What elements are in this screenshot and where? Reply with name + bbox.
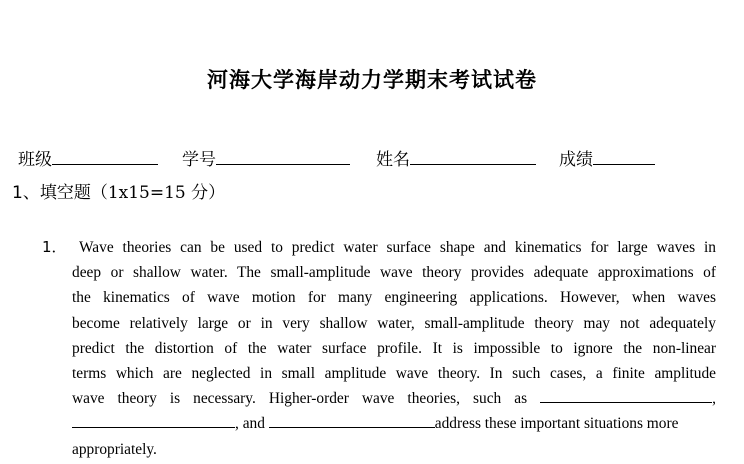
exam-title: 河海大学海岸动力学期末考试试卷: [207, 68, 537, 92]
question-line: deep or shallow water. The small-amplitude wave theory provides adequate approximations of: [72, 264, 716, 282]
name-blank[interactable]: [410, 146, 536, 165]
student-id-field: [182, 146, 350, 173]
class-blank[interactable]: [52, 146, 158, 165]
question-line: become relatively large or in very shallow water, small-amplitude theory may not adequately: [72, 314, 716, 332]
question-text: [72, 235, 716, 462]
section-title: 填空题（1x15=15 分）: [39, 183, 226, 203]
question-line-8-tail: address these important situations more: [434, 415, 679, 433]
score-label: 成绩: [559, 150, 593, 170]
answer-blank-1-comma: ,: [712, 390, 716, 408]
question-line: appropriately.: [72, 440, 157, 458]
question-line: Wave theories can be used to predict water surface shape and kinematics for large waves in: [79, 239, 716, 256]
question-line-7-text: wave theory is necessary. Higher-order wave theories, such as: [72, 390, 528, 408]
score-blank[interactable]: [593, 146, 655, 165]
question-line: terms which are neglected in small amplitude wave theory. In such cases, a finite amplitude: [72, 364, 716, 382]
question-line: the kinematics of wave motion for many engineering applications. However, when waves: [72, 289, 716, 307]
class-field: [18, 146, 158, 173]
answer-blank-3[interactable]: [269, 413, 435, 428]
answer-blank-2[interactable]: [72, 413, 235, 428]
section-number: 1、: [12, 183, 40, 203]
question-line: predict the distortion of the water surface profile. It is impossible to ignore the non-linear: [72, 339, 716, 357]
answer-connector: , and: [235, 415, 265, 433]
question-line-7: [72, 386, 716, 411]
answer-blank-1[interactable]: [540, 388, 712, 403]
name-label: 姓名: [376, 150, 410, 170]
section-heading: [12, 180, 225, 206]
question-number: 1．: [42, 238, 67, 256]
student-id-blank[interactable]: [216, 146, 350, 165]
class-label: 班级: [18, 150, 52, 170]
student-id-label: 学号: [182, 150, 216, 170]
name-field: [376, 146, 536, 173]
question-line-8: [72, 411, 716, 436]
score-field: [559, 146, 655, 173]
